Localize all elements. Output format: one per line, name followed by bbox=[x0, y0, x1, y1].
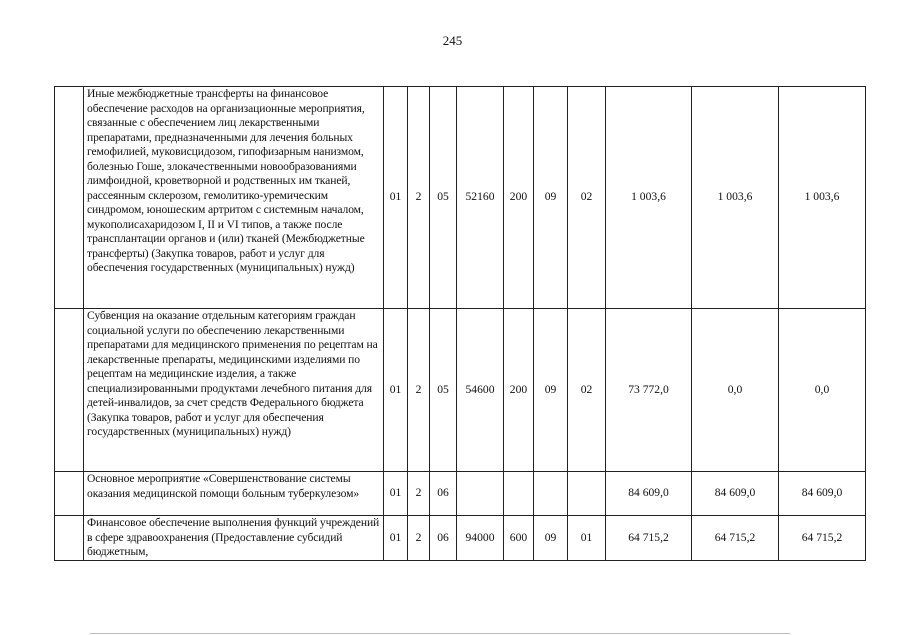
code-cell: 06 bbox=[430, 516, 457, 561]
code-cell: 2 bbox=[408, 87, 430, 309]
row-spacer-cell bbox=[55, 516, 84, 561]
code-cell bbox=[534, 472, 568, 516]
code-cell bbox=[504, 472, 534, 516]
code-cell: 09 bbox=[534, 516, 568, 561]
code-cell: 600 bbox=[504, 516, 534, 561]
code-cell: 09 bbox=[534, 87, 568, 309]
row-spacer-cell bbox=[55, 472, 84, 516]
row-description: Финансовое обеспечение выполнения функций учреждений в сфере здравоохранения (Предоставление субсидий бюджетным, bbox=[84, 516, 384, 561]
code-cell: 02 bbox=[568, 87, 606, 309]
code-cell: 54600 bbox=[457, 309, 504, 472]
code-cell bbox=[568, 472, 606, 516]
amount-cell: 84 609,0 bbox=[692, 472, 779, 516]
budget-table bbox=[54, 86, 866, 561]
amount-cell: 84 609,0 bbox=[779, 472, 866, 516]
amount-cell: 1 003,6 bbox=[606, 87, 692, 309]
amount-cell: 1 003,6 bbox=[692, 87, 779, 309]
row-description: Основное мероприятие «Совершенствование системы оказания медицинской помощи больным туберкулезом» bbox=[84, 472, 384, 516]
amount-cell: 0,0 bbox=[692, 309, 779, 472]
code-cell: 01 bbox=[384, 87, 408, 309]
code-cell: 06 bbox=[430, 472, 457, 516]
amount-cell: 1 003,6 bbox=[779, 87, 866, 309]
row-spacer-cell bbox=[55, 87, 84, 309]
amount-cell: 73 772,0 bbox=[606, 309, 692, 472]
code-cell: 05 bbox=[430, 87, 457, 309]
table-row bbox=[55, 516, 866, 561]
code-cell: 01 bbox=[384, 472, 408, 516]
row-description: Субвенция на оказание отдельным категориям граждан социальной услуги по обеспечению лекарственными препаратами для медицинского применения по рецептам на лекарственные препараты, медицинскими изделиями по рецептам на медицинские изделия, а также специализированными продуктами лечебного питания для детей-инвалидов, за счет средств Федерального бюджета (Закупка товаров, работ и услуг для обеспечения государственных (муниципальных) нужд) bbox=[84, 309, 384, 472]
code-cell: 05 bbox=[430, 309, 457, 472]
code-cell: 01 bbox=[384, 516, 408, 561]
code-cell bbox=[457, 472, 504, 516]
code-cell: 200 bbox=[504, 87, 534, 309]
code-cell: 01 bbox=[384, 309, 408, 472]
code-cell: 2 bbox=[408, 472, 430, 516]
amount-cell: 64 715,2 bbox=[779, 516, 866, 561]
table-row bbox=[55, 472, 866, 516]
amount-cell: 84 609,0 bbox=[606, 472, 692, 516]
row-spacer-cell bbox=[55, 309, 84, 472]
code-cell: 94000 bbox=[457, 516, 504, 561]
amount-cell: 0,0 bbox=[779, 309, 866, 472]
code-cell: 2 bbox=[408, 309, 430, 472]
table-row bbox=[55, 87, 866, 309]
code-cell: 02 bbox=[568, 309, 606, 472]
row-description: Иные межбюджетные трансферты на финансовое обеспечение расходов на организационные мероприятия, связанные с обеспечением лиц лекарственными препаратами, предназначенными для лечения больных гемофилией, муковисцидозом, гипофизарным нанизмом, болезнью Гоше, злокачественными новообразованиями лимфоидной, кроветворной и родственных им тканей, рассеянным склерозом, гемолитико-уремическим синдромом, юношеским артритом с системным началом, мукополисахаридозом I, II и VI типов, а также после трансплантации органов и (или) тканей (Межбюджетные трансферты) (Закупка товаров, работ и услуг для обеспечения государственных (муниципальных) нужд) bbox=[84, 87, 384, 309]
code-cell: 2 bbox=[408, 516, 430, 561]
code-cell: 200 bbox=[504, 309, 534, 472]
page-number: 245 bbox=[442, 33, 463, 48]
amount-cell: 64 715,2 bbox=[692, 516, 779, 561]
code-cell: 09 bbox=[534, 309, 568, 472]
table-row bbox=[55, 309, 866, 472]
code-cell: 52160 bbox=[457, 87, 504, 309]
amount-cell: 64 715,2 bbox=[606, 516, 692, 561]
code-cell: 01 bbox=[568, 516, 606, 561]
scan-edge-line bbox=[90, 633, 790, 634]
